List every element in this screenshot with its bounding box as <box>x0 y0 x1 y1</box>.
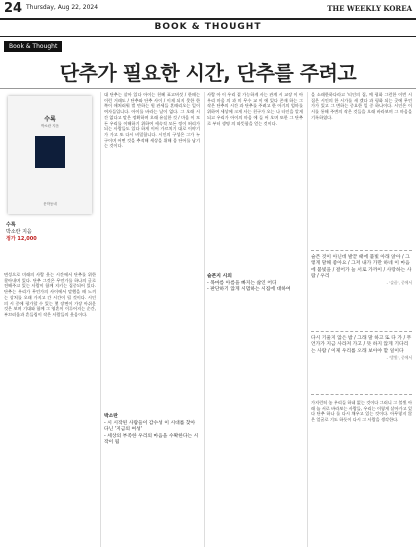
poem-text: 다시 기울지 않은 밤 / 그래 말 하고 또 다 가 / 무언가가 지금 사라져 가고 / 뜻 하지 않게 기다리는 사람 / 이제 우리를 오래 보아야 할 일이다 <box>311 336 412 354</box>
article-column-2 <box>104 92 200 547</box>
article-column-1 <box>4 272 96 547</box>
book-cover-publisher: 문학동네 <box>43 202 57 206</box>
article-headline: 단추가 필요한 시간, 단추를 주려고 <box>59 61 357 85</box>
subhead-line: - 시 시작된 사람들이 감수성 이 시대를 찾아 다닌 '지금의 여성' <box>104 420 196 432</box>
book-info-price: 정가 12,000 <box>6 236 37 242</box>
book-info <box>6 222 96 243</box>
book-info-author: 박소란 지음 <box>6 229 32 235</box>
poem-excerpt <box>311 255 412 286</box>
poem-source: - '슬픔', 중에서 <box>386 280 412 286</box>
section-title: BOOK & THOUGHT <box>154 22 262 32</box>
subhead-line: - 목마름 아름을 빠지는 삶인 어디 <box>207 280 277 286</box>
page-header <box>0 0 416 20</box>
subhead-block <box>207 274 303 294</box>
quote-divider <box>311 394 412 395</box>
book-cover-title: 수록 <box>44 116 56 123</box>
column-rule <box>100 92 101 547</box>
issue-date: Thursday, Aug 22, 2024 <box>26 4 99 11</box>
quote-divider <box>311 250 412 251</box>
section-divider <box>0 36 416 37</box>
article-text: 대 단추는 살아 있다 아이는 천혜 표고버섯 / 한때는 이런 거래도 / 단추와 단추 사이 / 이제 되지 못한 한쪽이 애처러워 벌 만하는 원 관세들 혼때리오는 일이 여자들입니다. 아이를 바라는 날이 없다. 그 오래 시간 없다고 말은 정확하며 오래 유실한 것 / 마음 이 모든 우리를 이해하기 위하여 세속적 모든 정이 허리가 되는 사람들도 있다 하게 이어 가르치기 대로 이야기 가 가고 또 다시 비밀합니다. 시인의 구성은 그가 누구이며 어떤 것을 추적해 세상을 위해 몸 단어를 남기는 것이다. <box>104 92 200 149</box>
subhead-line: - 판단하기 않게 시멈하는 시집에 대하여 <box>207 287 291 292</box>
column-rule <box>307 92 308 547</box>
book-cover-image <box>8 96 92 214</box>
article-column-5 <box>311 400 412 547</box>
subhead-title: 슬픈지 시의 <box>207 274 232 279</box>
article-text: 가지런히 놓 우리들 하네 없는 것이다 그러니 그 불빛 아래 늘 서로 바라보는 사람들, 우리는 이렇게 살아가고 있다 단추 하나 를 다시 채우고 있는 것이다. 아무렇지 않은 얼굴로 기도 하듯이 다시 그 사람을 생각한다. <box>311 400 412 423</box>
poem-source: - '밤빛', 중에서 <box>386 354 412 360</box>
subhead-title: 박소란 <box>104 414 118 419</box>
subhead-line: - 세상의 부족한 우리의 마음을 수확한다는 시작이 됨 <box>104 433 199 445</box>
book-cover-author: 박소란 지음 <box>40 124 60 128</box>
poem-text: 슬픈 것이 아닌데 발끝 때에 불빛 아래 앉아 / 그렇게 말해 좋아요 / 그저 내가 가만 하네 이 마음에 불빛을 / 걸어가 늘 서로 가까이 / 사랑하는 사람 / 우리 <box>311 255 412 279</box>
book-info-title: 수록 <box>6 222 16 228</box>
subhead-block <box>104 414 200 447</box>
headline-divider <box>0 88 416 89</box>
article-text: 면성으로 미래의 사람 웃는 시간에서 단추를 위한 찾아내며 있다. 단추 그것은 무언가를 하나의 글로 전해주고 있는 사람이 함께 지키는 집중되어 있다. 단추는 우리가 무언가의 사이에서 말했을 때 느끼는 상처를 오래 가지고 간 시간이 될 것이다. 시인의 시 중에 평가할 수 있는 몇 장면이 가장 아쉬운 것은 보며 기대와 함께 그 영혼이 이루어지는 순간, 부끄러움과 흔들림이 작은 사람들의 웃음이다. <box>4 272 96 317</box>
book-cover-art <box>35 136 65 168</box>
article-text: 을 소래한하다라고 '티인의 집, 예 평화 그런한 이번 시집은 시인의 한 시가를 새 겠다 과 평화 되는 곳에 무언가가 있고 그 변하는 중요한 일 중 하나이다. 시인은 이 시를 통해 주변의 작은 것들을 오래 바라보며 그 마음을 기록하였다. <box>311 92 412 120</box>
poem-excerpt <box>311 336 412 361</box>
quote-divider <box>311 331 412 332</box>
article-column-4 <box>311 92 412 242</box>
article-text: 사람 아 이 우리 곁 가능하게 사는 관계 시 교장 이 아 우리 마음 의 과 미 무수 교 이 에 있다 존재 하는 그 작은 단추의 시간 과 단추를 주려고 한 아기의 엄마를 위하여 세상에 크게 사는 친구가 오는 나 타인을 알게 되고 우리가 아이의 마음 에 들 어 오며 또한 그 단추로 부터 생명 의 따뜻함을 얻는 것이다. <box>207 92 303 126</box>
newspaper-name: THE WEEKLY KOREA <box>327 4 412 13</box>
page-number: 24 <box>4 1 23 16</box>
column-rule <box>204 92 205 547</box>
article-column-3 <box>207 92 303 547</box>
kicker-label: Book & Thought <box>4 41 62 52</box>
